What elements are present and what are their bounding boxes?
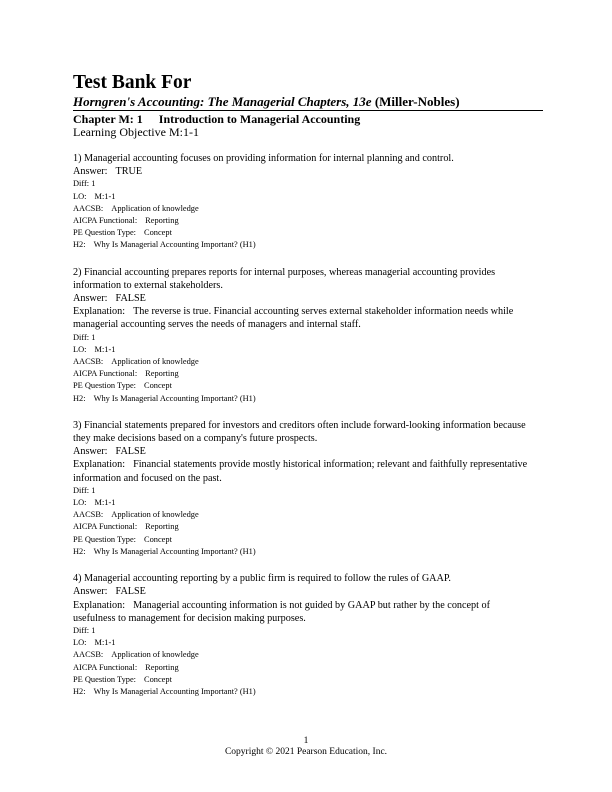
- h2-value: Why Is Managerial Accounting Important? (H1): [93, 240, 256, 250]
- aicpa-label: AICPA Functional:: [73, 369, 138, 379]
- question-item: [73, 152, 533, 252]
- pe-label: PE Question Type:: [73, 228, 136, 238]
- answer-value: FALSE: [115, 446, 146, 458]
- h2-value: Why Is Managerial Accounting Important? (H1): [93, 686, 256, 696]
- answer-label: Answer:: [73, 166, 108, 178]
- question-text: 4) Managerial accounting reporting by a public firm is required to follow the rules of GAAP.: [73, 573, 451, 585]
- learning-objective-tag: [73, 497, 533, 509]
- copyright-notice: Copyright © 2021 Pearson Education, Inc.: [224, 747, 388, 757]
- difficulty: Diff: 1: [73, 485, 96, 495]
- lo-label: LO:: [73, 638, 87, 648]
- pe-label: PE Question Type:: [73, 381, 136, 391]
- aacsb-value: Application of knowledge: [111, 650, 199, 660]
- question-item: [73, 572, 533, 698]
- aacsb-label: AACSB:: [73, 357, 104, 367]
- aacsb-label: AACSB:: [73, 510, 104, 520]
- h2-value: Why Is Managerial Accounting Important? (H1): [93, 393, 256, 403]
- question-text: 2) Financial accounting prepares reports for internal purposes, whereas managerial accounting provides information to external stakeholders.: [73, 266, 496, 291]
- aacsb-tag: [73, 356, 533, 368]
- h2-label: H2:: [73, 240, 86, 250]
- pe-question-type-tag: [73, 674, 533, 686]
- explanation-label: Explanation:: [73, 459, 126, 471]
- question-item: [73, 266, 533, 405]
- answer-value: FALSE: [115, 586, 146, 598]
- h2-label: H2:: [73, 546, 86, 556]
- difficulty: Diff: 1: [73, 179, 96, 189]
- book-subtitle: [73, 94, 543, 109]
- aacsb-tag: [73, 649, 533, 661]
- pe-label: PE Question Type:: [73, 534, 136, 544]
- aicpa-value: Reporting: [145, 216, 179, 226]
- explanation-text: The reverse is true. Financial accounting serves external stakeholder information needs while managerial accounting serves the needs of managers and internal staff.: [73, 306, 514, 331]
- explanation: [73, 305, 533, 331]
- pe-question-type-tag: [73, 380, 533, 392]
- aacsb-value: Application of knowledge: [111, 510, 199, 520]
- answer-value: FALSE: [115, 293, 146, 305]
- question-list: [73, 152, 533, 712]
- aacsb-tag: [73, 203, 533, 215]
- h2-label: H2:: [73, 393, 86, 403]
- learning-objective-tag: [73, 191, 533, 203]
- question-text: 3) Financial statements prepared for investors and creditors often include forward-looking information because they make decisions based on a company's future prospects.: [73, 419, 526, 445]
- pe-value: Concept: [144, 534, 172, 544]
- h2-tag: [73, 686, 533, 698]
- chapter-heading: [73, 112, 360, 126]
- aicpa-label: AICPA Functional:: [73, 522, 138, 532]
- answer-line: [73, 292, 533, 305]
- h2-value: Why Is Managerial Accounting Important? (H1): [93, 546, 256, 556]
- lo-value: M:1-1: [94, 498, 116, 508]
- chapter-title: Introduction to Managerial Accounting: [158, 112, 361, 126]
- question-item: [73, 419, 533, 558]
- h2-tag: [73, 239, 533, 251]
- explanation-text: Managerial accounting information is not guided by GAAP but rather by the concept of usefulness to management for decision making purposes.: [73, 599, 491, 624]
- document-title: Test Bank For: [73, 72, 192, 93]
- aicpa-value: Reporting: [145, 369, 179, 379]
- explanation-label: Explanation:: [73, 306, 126, 318]
- explanation-label: Explanation:: [73, 599, 126, 611]
- aicpa-tag: [73, 368, 533, 380]
- aicpa-label: AICPA Functional:: [73, 216, 138, 226]
- pe-question-type-tag: [73, 227, 533, 239]
- aicpa-value: Reporting: [145, 662, 179, 672]
- h2-tag: [73, 546, 533, 558]
- pe-label: PE Question Type:: [73, 674, 136, 684]
- aicpa-label: AICPA Functional:: [73, 662, 138, 672]
- explanation-text: Financial statements provide mostly historical information; relevant and faithfully representative information and focused on the past.: [73, 459, 528, 484]
- lo-value: M:1-1: [94, 191, 116, 201]
- aacsb-tag: [73, 509, 533, 521]
- aacsb-value: Application of knowledge: [111, 203, 199, 213]
- explanation: [73, 458, 533, 484]
- pe-value: Concept: [144, 228, 172, 238]
- answer-line: [73, 165, 533, 178]
- lo-label: LO:: [73, 344, 87, 354]
- answer-label: Answer:: [73, 586, 108, 598]
- header-divider: [73, 110, 543, 111]
- learning-objective-tag: [73, 637, 533, 649]
- aacsb-value: Application of knowledge: [111, 357, 199, 367]
- learning-objective: Learning Objective M:1-1: [73, 125, 199, 139]
- page-number: 1: [303, 736, 309, 746]
- aicpa-tag: [73, 662, 533, 674]
- book-authors: (Miller-Nobles): [374, 94, 460, 109]
- answer-label: Answer:: [73, 293, 108, 305]
- pe-value: Concept: [144, 381, 172, 391]
- explanation: [73, 599, 533, 625]
- lo-label: LO:: [73, 191, 87, 201]
- aacsb-label: AACSB:: [73, 650, 104, 660]
- pe-question-type-tag: [73, 534, 533, 546]
- lo-value: M:1-1: [94, 638, 116, 648]
- difficulty: Diff: 1: [73, 332, 96, 342]
- aicpa-tag: [73, 215, 533, 227]
- answer-label: Answer:: [73, 446, 108, 458]
- learning-objective-tag: [73, 344, 533, 356]
- difficulty: Diff: 1: [73, 625, 96, 635]
- question-text: 1) Managerial accounting focuses on providing information for internal planning and control.: [73, 153, 454, 164]
- lo-label: LO:: [73, 498, 87, 508]
- h2-label: H2:: [73, 686, 86, 696]
- pe-value: Concept: [144, 674, 172, 684]
- answer-line: [73, 585, 533, 598]
- chapter-label: Chapter M: 1: [73, 112, 143, 126]
- book-title: Horngren's Accounting: The Managerial Chapters, 13e: [73, 94, 372, 109]
- h2-tag: [73, 393, 533, 405]
- answer-line: [73, 445, 533, 458]
- aacsb-label: AACSB:: [73, 203, 104, 213]
- aicpa-value: Reporting: [145, 522, 179, 532]
- answer-value: TRUE: [115, 166, 143, 178]
- aicpa-tag: [73, 521, 533, 533]
- lo-value: M:1-1: [94, 344, 116, 354]
